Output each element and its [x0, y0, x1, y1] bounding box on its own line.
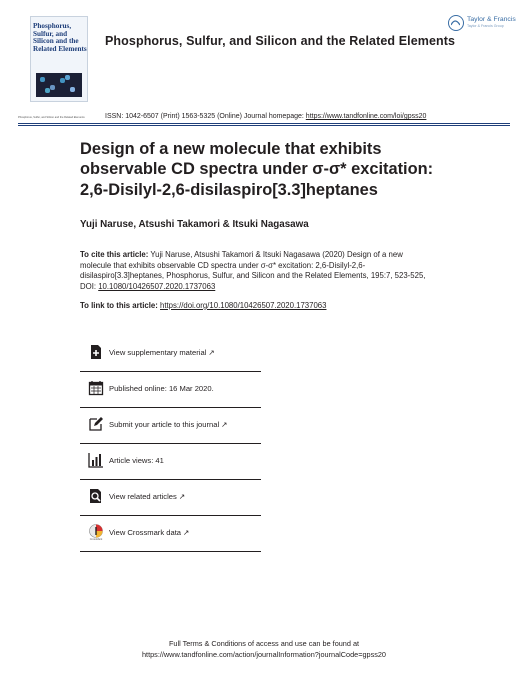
crossmark-label: View Crossmark data ↗ — [109, 528, 190, 537]
publisher-group: Taylor & Francis Group — [467, 24, 504, 28]
journal-cover-image — [30, 16, 88, 102]
journal-title[interactable]: Phosphorus, Sulfur, and Silicon and the Related Elements — [105, 34, 456, 48]
taylor-francis-logo[interactable] — [448, 14, 520, 38]
related-articles-row[interactable] — [80, 479, 261, 516]
citation-text: Yuji Naruse, Atsushi Takamori & Itsuki Nagasawa (2020) Design of a new molecule that exhibits observable CD spectra under σ-σ* excitation: 2,6-Disilyl-2,6-disilaspiro[3.3]heptanes, Phosphorus, Sulfur, and Silicon and the Related Elements, 195:7, 523-525, DOI: — [80, 250, 426, 292]
external-link-icon: ↗ — [178, 492, 186, 501]
crossmark-icon — [88, 524, 104, 540]
related-articles-label: View related articles ↗ — [109, 492, 186, 501]
citation-label: To cite this article: — [80, 250, 149, 259]
journal-homepage-link[interactable]: https://www.tandfonline.com/loi/gpss20 — [305, 113, 427, 120]
citation-block — [80, 250, 428, 293]
plus-document-icon — [88, 344, 104, 360]
publisher-logo-icon — [448, 15, 464, 31]
cover-caption: Phosphorus, Sulfur, and Silicon and the Related Elements — [18, 116, 85, 119]
calendar-icon — [88, 380, 104, 396]
svg-text:CrossMark: CrossMark — [89, 538, 103, 540]
article-views-row — [80, 443, 261, 480]
magnifier-document-icon — [88, 488, 104, 504]
cover-artwork — [36, 73, 82, 97]
link-label: To link to this article: — [80, 301, 160, 310]
footer-terms-link[interactable]: https://www.tandfonline.com/action/journalInformation?journalCode=gpss20 — [142, 649, 386, 659]
published-online-label: Published online: 16 Mar 2020. — [109, 384, 214, 393]
footer-terms-text: Full Terms & Conditions of access and use can be found at — [168, 639, 360, 648]
article-authors: Yuji Naruse, Atsushi Takamori & Itsuki Nagasawa — [80, 219, 309, 230]
issn-text: ISSN: 1042-6507 (Print) 1563-5325 (Online) Journal homepage: — [105, 113, 306, 120]
footer — [0, 639, 528, 660]
external-link-icon: ↗ — [208, 348, 215, 357]
article-link-line — [80, 301, 326, 310]
pencil-edit-icon — [88, 416, 104, 432]
header-divider-thin — [18, 125, 510, 126]
cover-title: Phosphorus, Sulfur, and Silicon and the Related Elements — [33, 22, 87, 53]
submit-article-row[interactable] — [80, 407, 261, 444]
article-doi-link[interactable]: https://doi.org/10.1080/10426507.2020.1737063 — [160, 301, 327, 310]
external-link-icon: ↗ — [183, 528, 190, 537]
issn-line — [105, 113, 426, 120]
supplementary-material-label: View supplementary material ↗ — [109, 348, 215, 357]
published-online-row — [80, 371, 261, 408]
external-link-icon: ↗ — [221, 420, 228, 429]
citation-doi-link[interactable]: 10.1080/10426507.2020.1737063 — [98, 282, 216, 292]
article-views-label: Article views: 41 — [109, 456, 164, 465]
supplementary-material-row[interactable] — [80, 335, 261, 372]
crossmark-row[interactable] — [80, 515, 261, 552]
article-title: Design of a new molecule that exhibits observable CD spectra under σ-σ* excitation: 2,6-Disilyl-2,6-disilaspiro[3.3]heptanes — [80, 140, 434, 199]
bar-chart-icon — [88, 452, 104, 468]
publisher-name: Taylor & Francis — [467, 16, 516, 23]
header-divider — [18, 123, 510, 124]
submit-article-label: Submit your article to this journal ↗ — [109, 420, 228, 429]
